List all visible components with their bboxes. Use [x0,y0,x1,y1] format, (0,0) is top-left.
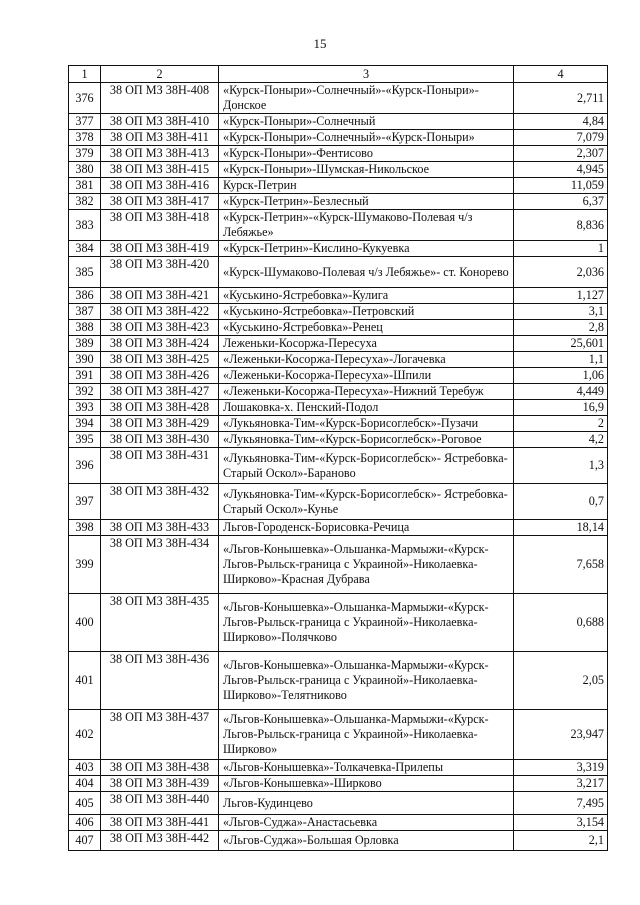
road-code-cell: 38 ОП МЗ 38Н-422 [101,304,219,320]
table-row [69,146,608,162]
row-number-cell: 389 [69,336,101,352]
road-code-cell: 38 ОП МЗ 38Н-436 [101,652,219,710]
road-name-cell: «Льгов-Конышевка»-Толкачевка-Прилепы [219,760,514,776]
road-name-cell: «Курск-Поныри»-Шумская-Никольское [219,162,514,178]
road-code-cell: 38 ОП МЗ 38Н-430 [101,432,219,448]
road-length-cell: 11,059 [514,178,608,194]
road-length-cell: 1,06 [514,368,608,384]
table-row [69,114,608,130]
table-row [69,400,608,416]
row-number-cell: 404 [69,776,101,792]
road-name-cell: «Льгов-Конышевка»-Ольшанка-Мармыжи-«Курск-Льгов-Рыльск-граница с Украиной»-Николаевка-Ширково» [219,710,514,760]
road-code-cell: 38 ОП МЗ 38Н-426 [101,368,219,384]
road-length-cell: 2,036 [514,257,608,288]
table-row [69,368,608,384]
header-row [69,66,608,83]
table-row [69,416,608,432]
row-number-cell: 383 [69,210,101,241]
road-name-cell: «Курск-Петрин»-Кислино-Кукуевка [219,241,514,257]
table-row [69,288,608,304]
row-number-cell: 403 [69,760,101,776]
table-row [69,815,608,831]
table-row [69,520,608,536]
road-name-cell: «Льгов-Конышевка»-Ольшанка-Мармыжи-«Курск-Льгов-Рыльск-граница с Украиной»-Николаевка-Ширково»-Телятниково [219,652,514,710]
table-row [69,484,608,520]
row-number-cell: 379 [69,146,101,162]
road-length-cell: 4,449 [514,384,608,400]
road-name-cell: Леженьки-Косоржа-Пересуха [219,336,514,352]
roads-table-body [69,66,608,851]
row-number-cell: 391 [69,368,101,384]
road-length-cell: 18,14 [514,520,608,536]
row-number-cell: 395 [69,432,101,448]
road-name-cell: «Льгов-Конышевка»-Ольшанка-Мармыжи-«Курск-Льгов-Рыльск-граница с Украиной»-Николаевка-Ширково»-Полячково [219,594,514,652]
row-number-cell: 377 [69,114,101,130]
road-length-cell: 1,1 [514,352,608,368]
road-length-cell: 2,711 [514,83,608,114]
header-cell-number: 1 [69,66,101,83]
road-code-cell: 38 ОП МЗ 38Н-427 [101,384,219,400]
road-length-cell: 4,84 [514,114,608,130]
road-name-cell: «Куськино-Ястребовка»-Кулига [219,288,514,304]
road-code-cell: 38 ОП МЗ 38Н-419 [101,241,219,257]
road-name-cell: «Лукьяновка-Тим-«Курск-Борисоглебск»- Ястребовка-Старый Оскол»-Бараново [219,448,514,484]
road-code-cell: 38 ОП МЗ 38Н-416 [101,178,219,194]
road-length-cell: 4,2 [514,432,608,448]
row-number-cell: 385 [69,257,101,288]
road-code-cell: 38 ОП МЗ 38Н-433 [101,520,219,536]
table-row [69,194,608,210]
road-length-cell: 0,7 [514,484,608,520]
row-number-cell: 381 [69,178,101,194]
road-name-cell: «Курск-Петрин»-«Курск-Шумаково-Полевая ч/з Лебяжье» [219,210,514,241]
row-number-cell: 400 [69,594,101,652]
road-code-cell: 38 ОП МЗ 38Н-440 [101,792,219,815]
road-name-cell: «Курск-Поныри»-Фентисово [219,146,514,162]
road-length-cell: 8,836 [514,210,608,241]
row-number-cell: 407 [69,831,101,851]
table-row [69,792,608,815]
table-row [69,760,608,776]
header-cell-name: 3 [219,66,514,83]
road-length-cell: 6,37 [514,194,608,210]
road-length-cell: 3,1 [514,304,608,320]
road-name-cell: «Куськино-Ястребовка»-Петровский [219,304,514,320]
row-number-cell: 378 [69,130,101,146]
table-row [69,831,608,851]
road-length-cell: 4,945 [514,162,608,178]
header-cell-length: 4 [514,66,608,83]
row-number-cell: 386 [69,288,101,304]
road-length-cell: 1 [514,241,608,257]
road-length-cell: 1,3 [514,448,608,484]
row-number-cell: 380 [69,162,101,178]
road-length-cell: 1,127 [514,288,608,304]
table-row [69,352,608,368]
road-code-cell: 38 ОП МЗ 38Н-438 [101,760,219,776]
table-row [69,536,608,594]
row-number-cell: 401 [69,652,101,710]
header-cell-code: 2 [101,66,219,83]
road-length-cell: 2,1 [514,831,608,851]
road-name-cell: «Лукьяновка-Тим-«Курск-Борисоглебск»-Пузачи [219,416,514,432]
row-number-cell: 393 [69,400,101,416]
road-code-cell: 38 ОП МЗ 38Н-442 [101,831,219,851]
table-row [69,710,608,760]
page-number: 15 [313,36,327,51]
road-code-cell: 38 ОП МЗ 38Н-411 [101,130,219,146]
road-code-cell: 38 ОП МЗ 38Н-432 [101,484,219,520]
table-row [69,130,608,146]
road-name-cell: Лошаковка-х. Пенский-Подол [219,400,514,416]
road-length-cell: 2,307 [514,146,608,162]
table-row [69,210,608,241]
road-name-cell: «Лукьяновка-Тим-«Курск-Борисоглебск»-Роговое [219,432,514,448]
road-length-cell: 25,601 [514,336,608,352]
road-length-cell: 3,154 [514,815,608,831]
road-length-cell: 3,319 [514,760,608,776]
table-row [69,178,608,194]
road-code-cell: 38 ОП МЗ 38Н-429 [101,416,219,432]
road-code-cell: 38 ОП МЗ 38Н-408 [101,83,219,114]
row-number-cell: 390 [69,352,101,368]
table-row [69,83,608,114]
row-number-cell: 406 [69,815,101,831]
road-name-cell: «Лукьяновка-Тим-«Курск-Борисоглебск»- Ястребовка-Старый Оскол»-Кунье [219,484,514,520]
road-code-cell: 38 ОП МЗ 38Н-439 [101,776,219,792]
road-name-cell: «Льгов-Суджа»-Большая Орловка [219,831,514,851]
table-row [69,162,608,178]
road-code-cell: 38 ОП МЗ 38Н-420 [101,257,219,288]
road-length-cell: 2,8 [514,320,608,336]
row-number-cell: 399 [69,536,101,594]
road-name-cell: «Курск-Поныри»-Солнечный»-«Курск-Поныри»-Донское [219,83,514,114]
road-code-cell: 38 ОП МЗ 38Н-424 [101,336,219,352]
road-length-cell: 16,9 [514,400,608,416]
table-row [69,384,608,400]
road-name-cell: «Курск-Петрин»-Безлесный [219,194,514,210]
road-name-cell: Льгов-Городенск-Борисовка-Речица [219,520,514,536]
table-row [69,304,608,320]
road-name-cell: «Курск-Поныри»-Солнечный»-«Курск-Поныри» [219,130,514,146]
table-row [69,594,608,652]
road-code-cell: 38 ОП МЗ 38Н-441 [101,815,219,831]
row-number-cell: 392 [69,384,101,400]
road-length-cell: 2,05 [514,652,608,710]
road-length-cell: 7,079 [514,130,608,146]
road-name-cell: «Курск-Шумаково-Полевая ч/з Лебяжье»- ст. Конорево [219,257,514,288]
road-name-cell: «Льгов-Суджа»-Анастасьевка [219,815,514,831]
road-code-cell: 38 ОП МЗ 38Н-423 [101,320,219,336]
table-row [69,652,608,710]
road-code-cell: 38 ОП МЗ 38Н-415 [101,162,219,178]
road-name-cell: Льгов-Кудинцево [219,792,514,815]
table-row [69,448,608,484]
table-row [69,432,608,448]
road-name-cell: «Леженьки-Косоржа-Пересуха»-Логачевка [219,352,514,368]
road-code-cell: 38 ОП МЗ 38Н-421 [101,288,219,304]
road-name-cell: «Курск-Поныри»-Солнечный [219,114,514,130]
road-name-cell: «Леженьки-Косоржа-Пересуха»-Шпили [219,368,514,384]
row-number-cell: 376 [69,83,101,114]
road-code-cell: 38 ОП МЗ 38Н-435 [101,594,219,652]
road-code-cell: 38 ОП МЗ 38Н-437 [101,710,219,760]
road-name-cell: «Льгов-Конышевка»-Ольшанка-Мармыжи-«Курск-Льгов-Рыльск-граница с Украиной»-Николаевка-Ширково»-Красная Дубрава [219,536,514,594]
road-length-cell: 7,658 [514,536,608,594]
row-number-cell: 396 [69,448,101,484]
road-code-cell: 38 ОП МЗ 38Н-410 [101,114,219,130]
row-number-cell: 388 [69,320,101,336]
road-length-cell: 0,688 [514,594,608,652]
roads-table [68,65,608,851]
row-number-cell: 405 [69,792,101,815]
row-number-cell: 387 [69,304,101,320]
table-row [69,336,608,352]
row-number-cell: 382 [69,194,101,210]
road-code-cell: 38 ОП МЗ 38Н-428 [101,400,219,416]
road-length-cell: 2 [514,416,608,432]
road-name-cell: «Льгов-Конышевка»-Ширково [219,776,514,792]
road-length-cell: 7,495 [514,792,608,815]
road-name-cell: Курск-Петрин [219,178,514,194]
road-name-cell: «Куськино-Ястребовка»-Ренец [219,320,514,336]
road-code-cell: 38 ОП МЗ 38Н-431 [101,448,219,484]
table-row [69,257,608,288]
table-row [69,241,608,257]
table-row [69,776,608,792]
table-row [69,320,608,336]
road-code-cell: 38 ОП МЗ 38Н-418 [101,210,219,241]
row-number-cell: 384 [69,241,101,257]
row-number-cell: 394 [69,416,101,432]
road-code-cell: 38 ОП МЗ 38Н-434 [101,536,219,594]
road-code-cell: 38 ОП МЗ 38Н-417 [101,194,219,210]
road-code-cell: 38 ОП МЗ 38Н-425 [101,352,219,368]
road-length-cell: 3,217 [514,776,608,792]
road-code-cell: 38 ОП МЗ 38Н-413 [101,146,219,162]
row-number-cell: 402 [69,710,101,760]
row-number-cell: 397 [69,484,101,520]
road-name-cell: «Леженьки-Косоржа-Пересуха»-Нижний Теребуж [219,384,514,400]
row-number-cell: 398 [69,520,101,536]
road-length-cell: 23,947 [514,710,608,760]
